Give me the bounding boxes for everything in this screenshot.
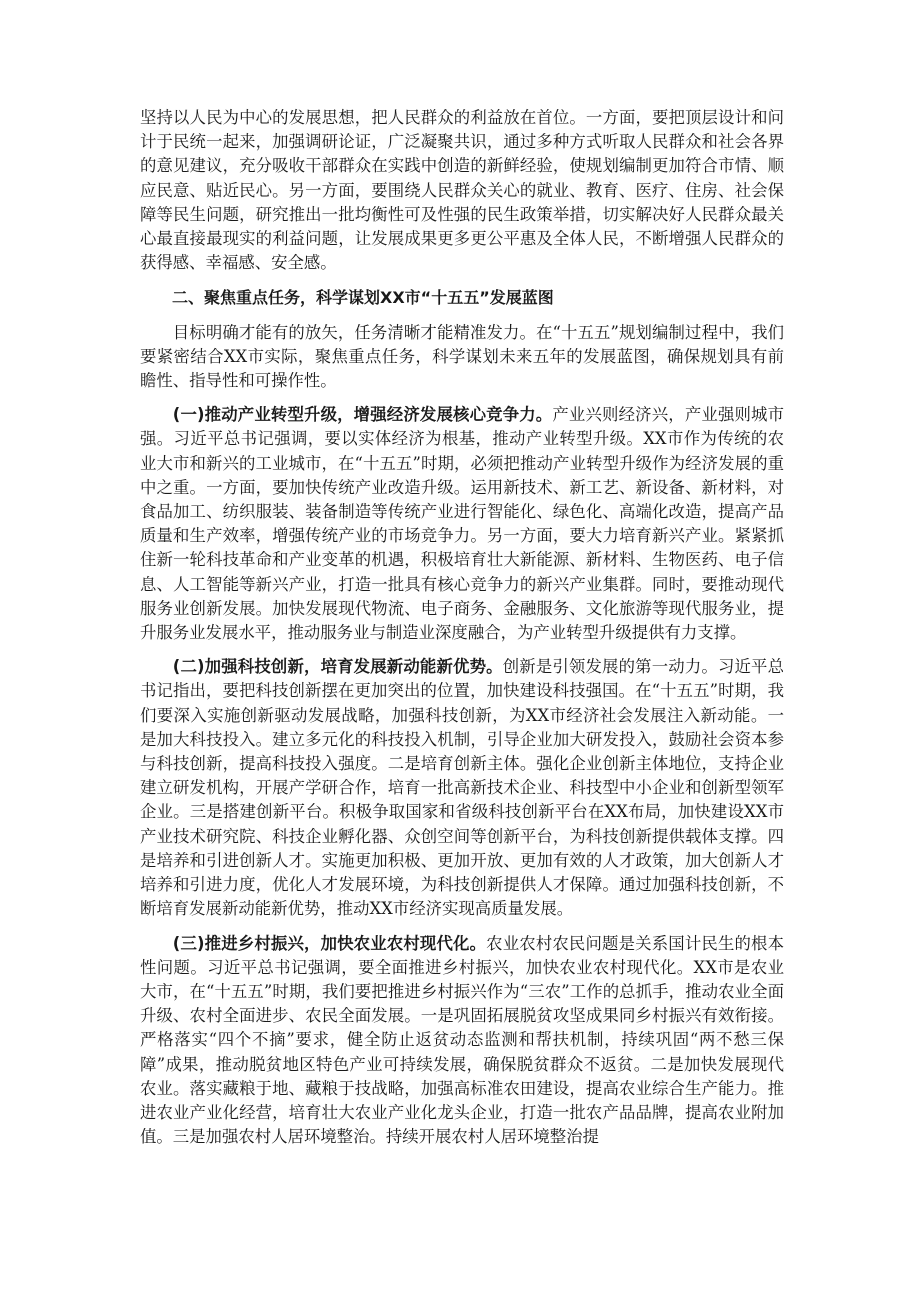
section-heading: 二、聚焦重点任务，科学谋划XX市“十五五”发展蓝图 xyxy=(172,288,554,308)
item-3-body: 农业农村农民问题是关系国计民生的根本性问题。习近平总书记强调，要全面推进乡村振兴，加快农业农村现代化。XX市是农业大市，在“十五五”时期，我们要把推进乡村振兴作为“三农”工作的总抓手，推动农业全面升级、农村全面进步、农民全面发展。一是巩固拓展脱贫攻坚成果同乡村振兴有效衔接。严格落实“四个不摘”要求，健全防止返贫动态监测和帮扶机制，持续巩固“两不愁三保障”成果，推动脱贫地区特色产业可持续发展，确保脱贫群众不返贫。二是加快发展现代农业。落实藏粮于地、藏粮于技战略，加强高标准农田建设，提高农业综合生产能力。推进农业产业化经营，培育壮大农业产业化龙头企业，打造一批农产品品牌，提高农业附加值。三是加强农村人居环境整治。持续开展农村人居环境整治提 xyxy=(140,933,784,1147)
item-1-paragraph xyxy=(140,403,784,645)
item-3-title: (三)推进乡村振兴，加快农业农村现代化。 xyxy=(172,933,487,953)
item-1-body: 产业兴则经济兴，产业强则城市强。习近平总书记强调，要以实体经济为根基，推动产业转型升级。XX市作为传统的农业大市和新兴的工业城市，在“十五五”时期，必须把推动产业转型升级作为经济发展的重中之重。一方面，要加快传统产业改造升级。运用新技术、新工艺、新设备、新材料，对食品加工、纺织服装、装备制造等传统产业进行智能化、绿色化、高端化改造，提高产品质量和生产效率，增强传统产业的市场竞争力。另一方面，要大力培育新兴产业。紧紧抓住新一轮科技革命和产业变革的机遇，积极培育壮大新能源、新材料、生物医药、电子信息、人工智能等新兴产业，打造一批具有核心竞争力的新兴产业集群。同时，要推动现代服务业创新发展。加快发展现代物流、电子商务、金融服务、文化旅游等现代服务业，提升服务业发展水平，推动服务业与制造业深度融合，为产业转型升级提供有力支撑。 xyxy=(140,405,785,643)
item-2-title: (二)加强科技创新，培育发展新动能新优势。 xyxy=(172,657,503,677)
section-intro-paragraph: 目标明确才能有的放矢，任务清晰才能精准发力。在“十五五”规划编制过程中，我们要紧密结合XX市实际，聚焦重点任务，科学谋划未来五年的发展蓝图，确保规划具有前瞻性、指导性和可操作性。 xyxy=(140,322,784,391)
item-2-paragraph xyxy=(140,655,784,921)
item-2-body: 创新是引领发展的第一动力。习近平总书记指出，要把科技创新摆在更加突出的位置，加快建设科技强国。在“十五五”时期，我们要深入实施创新驱动发展战略，加强科技创新，为XX市经济社会发展注入新动能。一是加大科技投入。建立多元化的科技投入机制，引导企业加大研发投入，鼓励社会资本参与科技创新，提高科技投入强度。二是培育创新主体。强化企业创新主体地位，支持企业建立研发机构，开展产学研合作，培育一批高新技术企业、科技型中小企业和创新型领军企业。三是搭建创新平台。积极争取国家和省级科技创新平台在XX布局，加快建设XX市产业技术研究院、科技企业孵化器、众创空间等创新平台，为科技创新提供载体支撑。四是培养和引进创新人才。实施更加积极、更加开放、更加有效的人才政策，加大创新人才培养和引进力度，优化人才发展环境，为科技创新提供人才保障。通过加强科技创新，不断培育发展新动能新优势，推动XX市经济实现高质量发展。 xyxy=(140,657,785,919)
item-1-title: (一)推动产业转型升级，增强经济发展核心竞争力。 xyxy=(172,405,553,425)
item-3-paragraph xyxy=(140,932,784,1150)
intro-paragraph: 坚持以人民为中心的发展思想，把人民群众的利益放在首位。一方面，要把顶层设计和问计于民统一起来，加强调研论证，广泛凝聚共识，通过多种方式听取人民群众和社会各界的意见建议，充分吸收干部群众在实践中创造的新鲜经验，使规划编制更加符合市情、顺应民意、贴近民心。另一方面，要围绕人民群众关心的就业、教育、医疗、住房、社会保障等民生问题，研究推出一批均衡性可及性强的民生政策举措，切实解决好人民群众最关心最直接最现实的利益问题，让发展成果更多更公平惠及全体人民，不断增强人民群众的获得感、幸福感、安全感。 xyxy=(140,108,784,273)
document-page xyxy=(140,106,784,1149)
